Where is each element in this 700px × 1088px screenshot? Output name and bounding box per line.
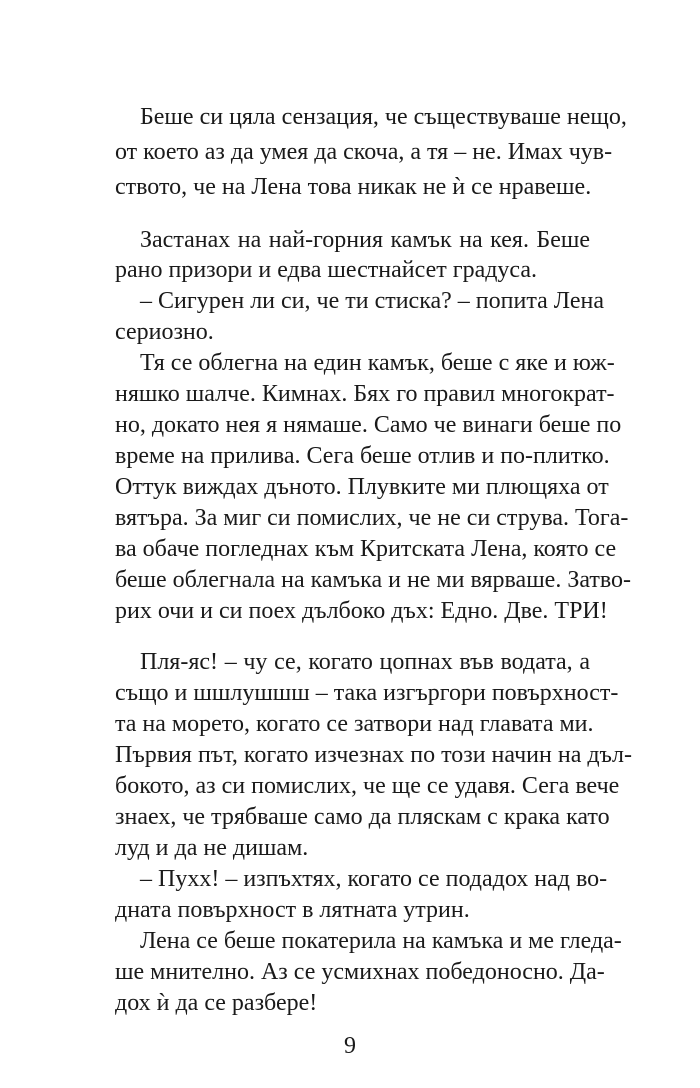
- text-line: Застанах на най-горния камък на кея. Беше: [140, 227, 590, 253]
- text-line: ството, че на Лена това никак не ѝ се нравеше.: [115, 174, 592, 200]
- text-line: та на морето, когато се затвори над главата ми.: [115, 711, 594, 737]
- text-line: от което аз да умея да скоча, а тя – не. Имах чув-: [115, 139, 613, 165]
- text-line: – Пухх! – изпъхтях, когато се подадох над во-: [140, 866, 608, 892]
- text-line: време на прилива. Сега беше отлив и по-плитко.: [115, 443, 610, 469]
- text-line: Първия път, когато изчезнах по този начин на дъл-: [115, 742, 632, 768]
- text-line: рано призори и едва шестнайсет градуса.: [115, 257, 538, 283]
- text-line: дната повърхност в лятната утрин.: [115, 897, 470, 923]
- text-line: ва обаче погледнах към Критската Лена, която се: [115, 536, 617, 562]
- text-line: Тя се облегна на един камък, беше с яке и юж-: [140, 350, 615, 376]
- text-line: луд и да не дишам.: [115, 835, 309, 861]
- text-line: сериозно.: [115, 319, 214, 345]
- text-line: но, докато нея я нямаше. Само че винаги беше по: [115, 412, 622, 438]
- text-line: също и шшлушшш – така изгъргори повърхност-: [115, 680, 619, 706]
- text-line: няшко шалче. Кимнах. Бях го правил многократ-: [115, 381, 615, 407]
- text-line: знаех, че трябваше само да пляскам с крака като: [115, 804, 610, 830]
- text-line: бокото, аз си помислих, че ще се удавя. Сега вече: [115, 773, 620, 799]
- text-line: – Сигурен ли си, че ти стиска? – попита Лена: [140, 288, 605, 314]
- text-line: Пля-яс! – чу се, когато цопнах във водата, а: [140, 649, 590, 675]
- text-line: рих очи и си поех дълбоко дъх: Едно. Две. ТРИ!: [115, 598, 608, 624]
- text-line: ше мнително. Аз се усмихнах победоносно. Да-: [115, 959, 605, 985]
- text-line: Беше си цяла сензация, че съществуваше нещо,: [140, 104, 627, 130]
- text-line: Оттук виждах дъното. Плувките ми плющяха от: [115, 474, 609, 500]
- page-number: 9: [344, 1033, 356, 1059]
- text-line: Лена се беше покатерила на камъка и ме гледа-: [140, 928, 622, 954]
- text-line: беше облегнала на камъка и не ми вярваше. Затво-: [115, 567, 632, 593]
- text-line: дох ѝ да се разбере!: [115, 990, 318, 1016]
- text-line: вятъра. За миг си помислих, че не си струва. Тога-: [115, 505, 629, 531]
